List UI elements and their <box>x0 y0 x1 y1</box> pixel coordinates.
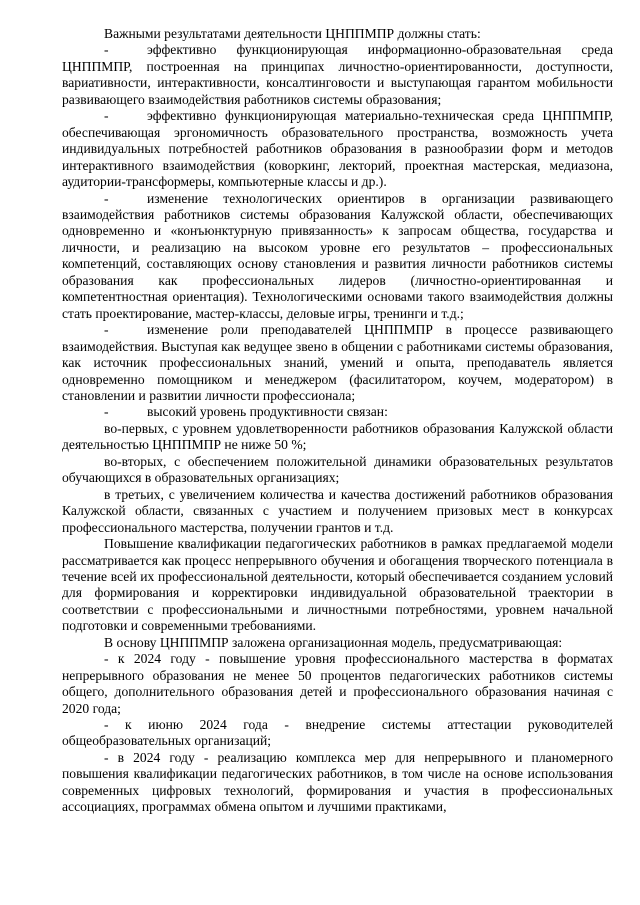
paragraph <box>62 750 613 816</box>
paragraph <box>62 421 613 454</box>
paragraph <box>62 651 613 717</box>
paragraph-text: В основу ЦНППМПР заложена организационная модель, предусматривающая: <box>104 634 563 650</box>
paragraph-text: Важными результатами деятельности ЦНППМПР должны стать: <box>104 26 481 41</box>
bullet-dash: - <box>104 42 109 58</box>
bullet-text: высокий уровень продуктивности связан: <box>147 404 388 420</box>
paragraph <box>62 454 613 487</box>
paragraph <box>62 536 613 635</box>
paragraph-text: - к июню 2024 года - внедрение системы аттестации руководителей общеобразовательных организаций; <box>62 717 613 749</box>
paragraph-intro <box>62 26 613 42</box>
bullet-text: эффективно функционирующая информационно-образовательная среда ЦНППМПР, построенная на принципах личностно-ориентированности, доступности, вариативности, интерактивности, консалтинговости и выступающая гарантом мобильности развивающего взаимодействия работников системы образования; <box>62 42 613 107</box>
paragraph-text: Повышение квалификации педагогических работников в рамках предлагаемой модели рассматривается как процесс непрерывного обучения и обогащения творческого потенциала в течение всей их профессиональной деятельности, который обеспечивается созданием условий для формирования и корректировки индивидуальной образовательной траектории в соответствии с профессиональными и личностными потребностями, уровнем начальной подготовки и современными требованиями. <box>62 536 613 634</box>
bullet-item <box>62 404 613 420</box>
bullet-text: изменение технологических ориентиров в организации развивающего взаимодействия работников системы образования Калужской области, обеспечивающих одновременно и «конъюнктурную привязанность» к запросам общества, государства и личности, и реализацию на высоком уровне его результатов – профессиональных компетенций, составляющих основу становления и развития личности работников системы образования как профессиональных лидеров (личностно-ориентированная и компетентностная ориентация). Технологическими основами такого взаимодействия должны стать проектирование, мастер-классы, деловые игры, тренинги и т.д.; <box>62 190 613 321</box>
paragraph-text: - в 2024 году - реализацию комплекса мер для непрерывного и планомерного повышения квалификации педагогических работников, в том числе на основе использования современных цифровых технологий, формирования и участия в профессиональных ассоциациях, программах обмена опытом и лучшими практиками, <box>62 749 613 815</box>
bullet-item <box>62 191 613 323</box>
paragraph <box>62 635 613 651</box>
bullet-item <box>62 322 613 404</box>
bullet-dash: - <box>104 404 109 420</box>
bullet-dash: - <box>104 108 109 124</box>
paragraph-text: - к 2024 году - повышение уровня профессионального мастерства в форматах непрерывного образования не менее 50 процентов педагогических работников системы общего, дополнительного образования детей и профессионального образования начиная с 2020 года; <box>62 651 613 716</box>
paragraph-text: во-вторых, с обеспечением положительной динамики образовательных результатов обучающихся в образовательных организациях; <box>62 453 613 486</box>
bullet-item <box>62 42 613 108</box>
paragraph-text: во-первых, с уровнем удовлетворенности работников образования Калужской области деятельностью ЦНППМПР не ниже 50 %; <box>62 420 613 453</box>
document-page <box>62 26 613 816</box>
bullet-dash: - <box>104 190 109 206</box>
paragraph-text: в третьих, с увеличением количества и качества достижений работников образования Калужской области, связанных с участием и получением призовых мест в конкурсах профессионального мастерства, получении грантов и т.д. <box>62 486 613 535</box>
bullet-text: изменение роли преподавателей ЦНППМПР в процессе развивающего взаимодействия. Выступая как ведущее звено в общении с работниками системы образования, как источник профессиональных знаний, умений и опыта, преподаватель является одновременно помощником и менеджером (фасилитатором, коучем, модератором) в становлении и развитии личности профессионала; <box>62 322 613 403</box>
bullet-text: эффективно функционирующая материально-техническая среда ЦНППМПР, обеспечивающая эргономичность образовательного пространства, возможность учета индивидуальных потребностей работников образования в разнообразии форм и методов интерактивного взаимодействия (коворкинг, лекторий, проектная мастерская, медиазона, аудитории-трансформеры, компьютерные классы и др.). <box>62 108 613 190</box>
paragraph <box>62 487 613 536</box>
paragraph <box>62 717 613 750</box>
bullet-dash: - <box>104 322 109 338</box>
bullet-item <box>62 108 613 190</box>
